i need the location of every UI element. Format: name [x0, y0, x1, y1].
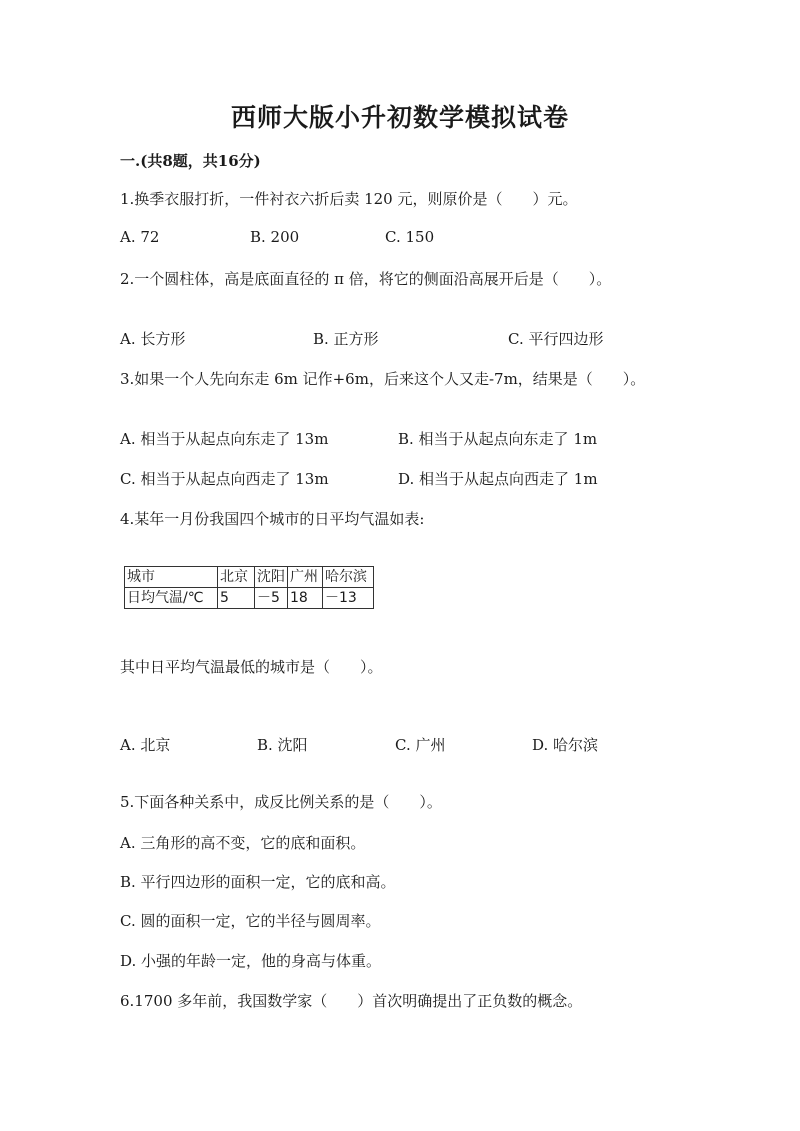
table-row — [125, 588, 374, 609]
table-cell: 沈阳 — [255, 567, 288, 588]
question-3-stem: 3.如果一个人先向东走 6m 记作+6m，后来这个人又走-7m，结果是（ ）。 — [120, 370, 646, 388]
table-cell: 北京 — [218, 567, 255, 588]
question-6-stem: 6.1700 多年前，我国数学家（ ）首次明确提出了正负数的概念。 — [120, 992, 583, 1010]
page-title: 西师大版小升初数学模拟试卷 — [230, 103, 569, 132]
question-2-option-c: C. 平行四边形 — [508, 330, 604, 348]
question-5-stem: 5.下面各种关系中，成反比例关系的是（ ）。 — [120, 793, 442, 811]
question-1-option-a: A. 72 — [120, 228, 160, 246]
table-cell: 日均气温/℃ — [125, 588, 218, 609]
table-cell: 城市 — [125, 567, 218, 588]
table-header-row — [125, 567, 374, 588]
question-1-option-b: B. 200 — [250, 228, 300, 246]
table-cell: 哈尔滨 — [323, 567, 374, 588]
question-3-option-a: A. 相当于从起点向东走了 13m — [120, 430, 329, 448]
temperature-table — [124, 566, 374, 609]
question-2-stem: 2.一个圆柱体，高是底面直径的 π 倍，将它的侧面沿高展开后是（ ）。 — [120, 270, 612, 288]
question-5-option-b: B. 平行四边形的面积一定，它的底和高。 — [120, 873, 396, 891]
question-4-follow: 其中日平均气温最低的城市是（ ）。 — [120, 658, 383, 676]
table-cell: 广州 — [288, 567, 323, 588]
table-cell: 18 — [288, 588, 323, 609]
question-4-option-b: B. 沈阳 — [257, 736, 308, 754]
question-1-option-c: C. 150 — [385, 228, 435, 246]
question-5-option-d: D. 小强的年龄一定，他的身高与体重。 — [120, 952, 382, 970]
question-2-option-a: A. 长方形 — [120, 330, 186, 348]
question-5-option-c: C. 圆的面积一定，它的半径与圆周率。 — [120, 912, 381, 930]
question-4-stem: 4.某年一月份我国四个城市的日平均气温如表: — [120, 510, 425, 528]
question-5-option-a: A. 三角形的高不变，它的底和面积。 — [120, 834, 366, 852]
question-3-option-d: D. 相当于从起点向西走了 1m — [398, 470, 598, 488]
question-3-option-c: C. 相当于从起点向西走了 13m — [120, 470, 329, 488]
question-1-stem: 1.换季衣服打折，一件衬衣六折后卖 120 元，则原价是（ ）元。 — [120, 190, 578, 208]
table-cell: －5 — [255, 588, 288, 609]
table-cell: 5 — [218, 588, 255, 609]
question-2-option-b: B. 正方形 — [313, 330, 379, 348]
table-cell: －13 — [323, 588, 374, 609]
question-4-option-c: C. 广州 — [395, 736, 446, 754]
question-4-option-a: A. 北京 — [120, 736, 171, 754]
question-3-option-b: B. 相当于从起点向东走了 1m — [398, 430, 598, 448]
section-heading: 一.(共8题，共16分) — [120, 152, 261, 170]
question-4-option-d: D. 哈尔滨 — [532, 736, 599, 754]
